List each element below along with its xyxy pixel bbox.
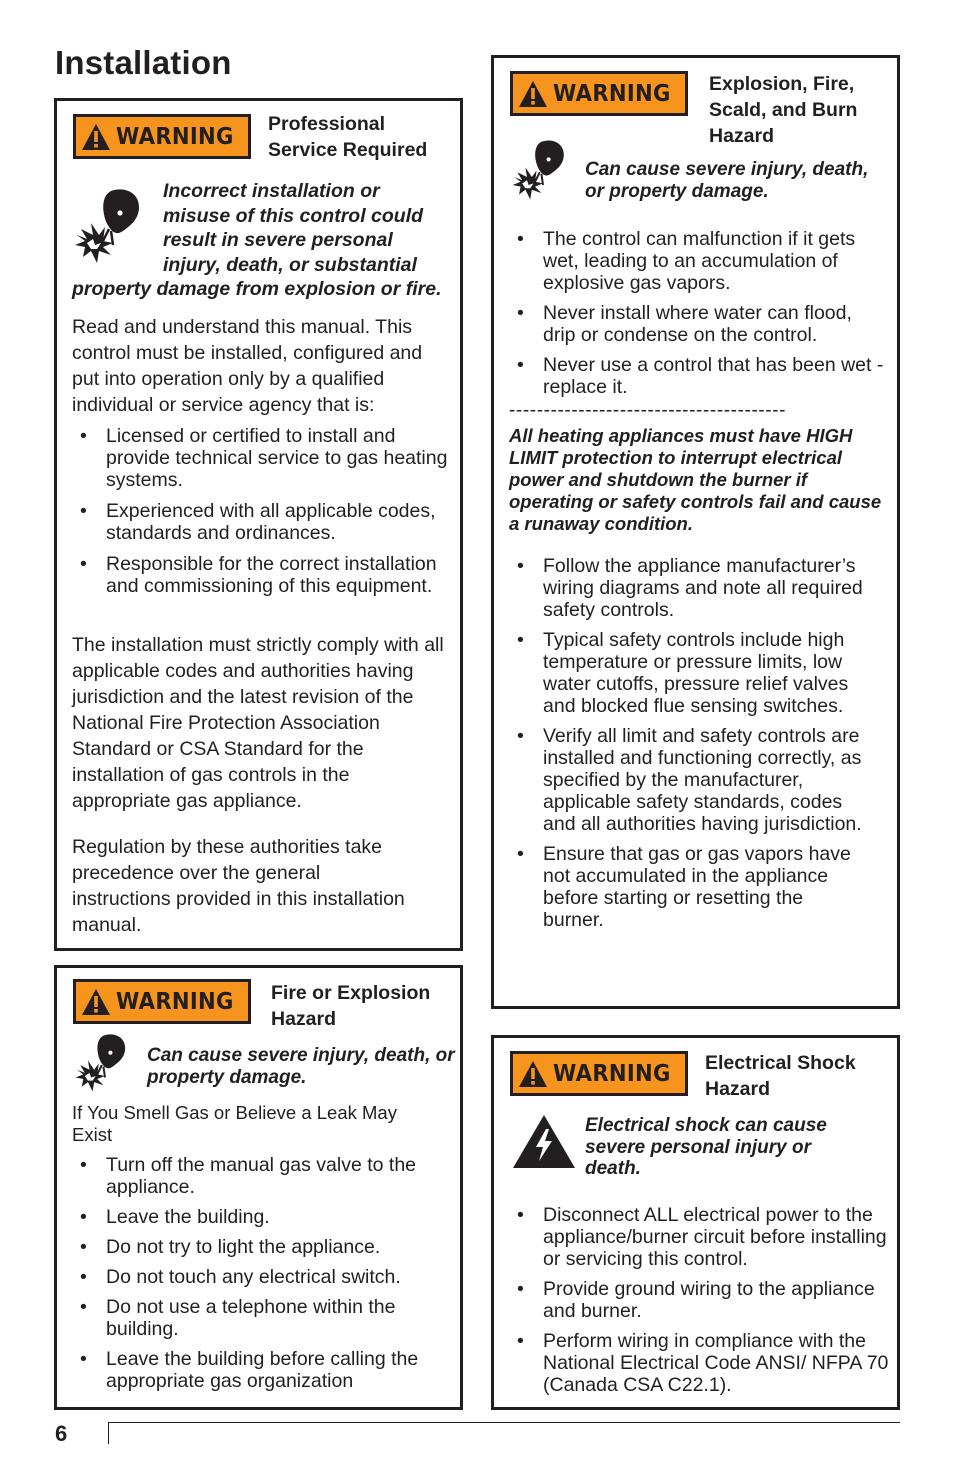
list-item: • Provide ground wiring to the appliance and burner. — [509, 1278, 894, 1322]
hazard-consequence: Can cause severe injury, death, or property damage. — [147, 1045, 455, 1088]
footer-rule — [108, 1422, 900, 1423]
list-item: • Verify all limit and safety controls are installed and functioning correctly, as specified by the manufacturer, applicable safety standards, codes and all authorities having jurisdiction. — [509, 725, 869, 835]
hazard-title: Fire or Explosion Hazard — [271, 982, 431, 1030]
list-item: • Typical safety controls include high temperature or pressure limits, low water cutoffs, pressure relief valves and blocked flue sensing switches. — [509, 629, 869, 717]
list-item: • Follow the appliance manufacturer’s wiring diagrams and note all required safety controls. — [509, 555, 869, 621]
footer-rule — [108, 1422, 109, 1444]
list-item: • Responsible for the correct installation and commissioning of this equipment. — [72, 553, 450, 597]
alert-triangle-icon — [518, 80, 548, 108]
warning-label: WARNING — [552, 1060, 671, 1087]
alert-triangle-icon — [81, 988, 111, 1016]
warning-box-professional-service — [54, 98, 463, 951]
hazard-consequence: Electrical shock can cause severe personal injury or death. — [585, 1115, 827, 1179]
list-item: • Disconnect ALL electrical power to the appliance/burner circuit before installing or servicing this control. — [509, 1204, 894, 1270]
list-item: • Experienced with all applicable codes, standards and ordinances. — [72, 500, 450, 544]
list-item: • Never use a control that has been wet - replace it. — [509, 354, 889, 398]
explosion-bomb-icon — [511, 137, 575, 201]
warning-box-electrical-shock — [491, 1035, 900, 1410]
list-item: • Turn off the manual gas valve to the appliance. — [72, 1154, 457, 1198]
alert-triangle-icon — [518, 1060, 548, 1088]
warning-box-explosion-scald — [491, 55, 900, 1009]
hazard-title: Electrical Shock Hazard — [705, 1052, 856, 1100]
alert-triangle-icon — [81, 123, 111, 151]
electric-shock-icon — [512, 1113, 576, 1169]
warning-label: WARNING — [552, 80, 671, 107]
regulation-paragraph: Regulation by these authorities take precedence over the general instructions provided in this installation manual. — [72, 836, 405, 936]
qualification-list — [72, 425, 450, 597]
hazard-title: Explosion, Fire, Scald, and Burn Hazard — [709, 73, 858, 147]
explosion-bomb-icon — [74, 1031, 136, 1093]
warning-badge — [73, 979, 251, 1024]
list-item: • Ensure that gas or gas vapors have not accumulated in the appliance before starting or resetting the burner. — [509, 843, 869, 931]
list-item: • Leave the building before calling the appropriate gas organization — [72, 1348, 457, 1392]
list-item: • The control can malfunction if it gets wet, leading to an accumulation of explosive gas vapors. — [509, 228, 889, 294]
list-item: • Do not use a telephone within the building. — [72, 1296, 457, 1340]
hazard-title: Professional Service Required — [268, 113, 428, 161]
warning-label: WARNING — [115, 123, 234, 150]
warning-badge — [510, 71, 688, 116]
safety-control-list — [509, 555, 869, 931]
page-number: 6 — [55, 1421, 68, 1446]
list-item: • Never install where water can flood, drip or condense on the control. — [509, 302, 889, 346]
dashed-separator: ---------------------------------------- — [509, 400, 787, 421]
gas-leak-subhead: If You Smell Gas or Believe a Leak May Exist — [72, 1102, 397, 1145]
moisture-warnings — [509, 228, 889, 398]
list-item: • Licensed or certified to install and provide technical service to gas heating systems. — [72, 425, 450, 491]
hazard-consequence: Incorrect installation or misuse of this control could result in severe personal injury, death, or substantial property damage from explosion or fire. — [72, 180, 442, 300]
gas-leak-steps — [72, 1154, 457, 1392]
compliance-paragraph: The installation must strictly comply with all applicable codes and authorities having jurisdiction and the latest revision of the National Fire Protection Association Standard or CSA Standard for the installation of gas controls in the appropriate gas appliance. — [72, 634, 444, 812]
electrical-safety-list — [509, 1204, 894, 1396]
warning-box-fire-explosion — [54, 965, 463, 1410]
warning-badge — [510, 1051, 688, 1096]
list-item: • Do not try to light the appliance. — [72, 1236, 457, 1258]
high-limit-note: All heating appliances must have HIGH LIMIT protection to interrupt electrical power and shutdown the burner if operating or safety controls fail and cause a runaway condition. — [509, 425, 882, 534]
warning-label: WARNING — [115, 988, 234, 1015]
hazard-consequence: Can cause severe injury, death, or property damage. — [585, 159, 869, 202]
list-item: • Perform wiring in compliance with the National Electrical Code ANSI/ NFPA 70 (Canada CSA C22.1). — [509, 1330, 894, 1396]
intro-paragraph: Read and understand this manual. This control must be installed, configured and put into operation only by a qualified individual or service agency that is: — [72, 316, 423, 416]
list-item: • Leave the building. — [72, 1206, 457, 1228]
page-title: Installation — [55, 44, 232, 81]
list-item: • Do not touch any electrical switch. — [72, 1266, 457, 1288]
warning-badge — [73, 114, 251, 159]
